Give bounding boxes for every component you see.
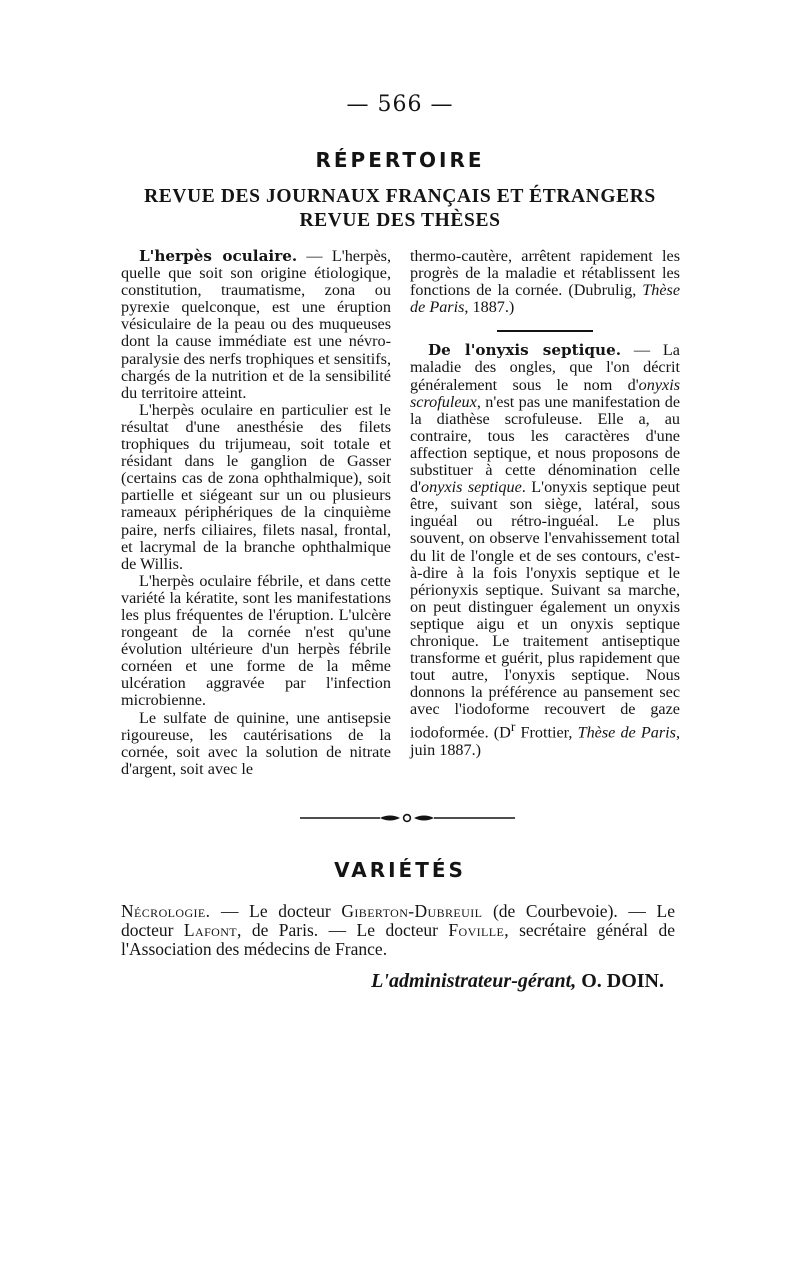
herpes-citation-end: , 1887.)	[464, 298, 515, 317]
subtitle-journals: REVUE DES JOURNAUX FRANÇAIS ET ÉTRANGERS	[144, 186, 656, 207]
onyxis-text-e: , juin 1887.)	[410, 723, 680, 759]
herpes-paragraph-1	[121, 248, 391, 402]
necrology-label: Nécrologie.	[121, 901, 211, 921]
necrology-paragraph	[121, 902, 675, 958]
onyxis-heading: De l'onyxis septique.	[428, 341, 622, 360]
varietes-title: VARIÉTÉS	[334, 858, 466, 882]
herpes-paragraph-4: Le sulfate de quinine, une antisepsie rigoureuse, les cautérisations de la cornée, soit avec la solution de nitrate d'argent, soit avec le	[121, 708, 391, 778]
signature	[371, 970, 664, 993]
section-title: RÉPERTOIRE	[315, 148, 485, 172]
herpes-paragraph-2: L'herpès oculaire en particulier est le résultat d'une anesthésie des filets trophiques du trijumeau, soit totale et résidant dans le ganglion de Gasser (certains cas de zona ophthalmique), soit partielle et siégeant sur un ou plusieurs rameaux périphériques de la cinquième paire, nerfs ciliaires, filets nasal, frontal, et lacrymal de la branche ophthalmique de Willis.	[121, 400, 391, 573]
left-column	[121, 248, 391, 778]
herpes-paragraph-3: L'herpès oculaire fébrile, et dans cette variété la kératite, sont les manifestations les plus fréquentes de l'éruption. L'ulcère rongeant de la cornée n'est qu'une évolution ultérieure d'un herpès fébrile cornéen et une forme de la même ulcération aggravée par l'infection microbienne.	[121, 571, 391, 710]
signature-name: O. DOIN.	[576, 970, 664, 992]
onyxis-paragraph	[410, 342, 680, 759]
article-divider	[497, 330, 593, 332]
onyxis-italic-1: onyxis scrofuleux	[410, 375, 680, 411]
onyxis-text-b: , n'est pas une manifestation de la diathèse scrofuleuse. Elle a, au contraire, tous les caractères d'une affection septique, et nous proposons de substituer à cette dénomination celle d'	[410, 392, 680, 497]
onyxis-italic-2: onyxis septique	[421, 478, 522, 497]
right-column	[410, 248, 680, 759]
page-number: — 566 —	[346, 92, 454, 117]
herpes-continuation	[410, 248, 680, 316]
onyxis-text-a: — La maladie des ongles, que l'on décrit généralement sous le nom d'	[410, 341, 680, 394]
onyxis-text-c: . L'onyxis septique peut être, suivant son siège, latéral, sous inguéal ou rétro-inguéal. Le plus souvent, on observe l'envahissement total du lit de l'ongle et de ses contours, c'est-à-dire à la fois l'onyxis septique et le périonyxis septique. Suivant sa marche, on peut distinguer également un onyxis septique aigu et un onyxis septique chronique. Le traitement antiseptique transforme et guérit, plus rapidement que tout autre, l'onyxis septique. Nous donnons la préférence au pansement sec avec l'iodoforme recouvert de gaze iodoformée. (D	[410, 478, 680, 742]
name-lafont: Lafont	[183, 919, 238, 940]
onyxis-text-d: Frottier,	[515, 723, 578, 742]
necro-text-3: , de Paris. — Le docteur	[237, 919, 449, 940]
herpes-p1-text: — L'herpès, quelle que soit son origine étiologique, constitution, traumatisme, zona ou pyrexie quelconque, est une éruption vésiculaire de la peau ou des muqueuses dont la cause immédiate est une névro-paralysie des nerfs trophiques et sensitifs, chargés de la nutrition et de la sensibilité du territoire atteint.	[121, 247, 391, 402]
herpes-citation-title: Thèse de Paris	[410, 281, 680, 317]
necro-text-1: — Le docteur	[210, 901, 342, 921]
onyxis-italic-3: Thèse de Paris	[577, 723, 676, 742]
necro-text-4: , secrétaire général de l'Association des médecins de France.	[121, 919, 675, 959]
necro-text-2: (de Courbevoie). — Le docteur	[121, 901, 675, 940]
herpes-heading: L'herpès oculaire.	[139, 247, 298, 265]
ornamental-divider	[300, 812, 515, 824]
onyxis-sup: r	[510, 719, 516, 735]
necrology	[121, 902, 675, 958]
name-foville: Foville	[448, 919, 505, 940]
signature-role: L'administrateur-gérant,	[371, 970, 577, 992]
subtitle-theses: REVUE DES THÈSES	[299, 210, 501, 231]
herpes-cont-text: thermo-cautère, arrêtent rapidement les progrès de la maladie et rétablissent les fonctions de la cornée. (Dubrulig,	[410, 247, 680, 300]
name-giberton: Giberton-Dubreuil	[341, 901, 483, 921]
